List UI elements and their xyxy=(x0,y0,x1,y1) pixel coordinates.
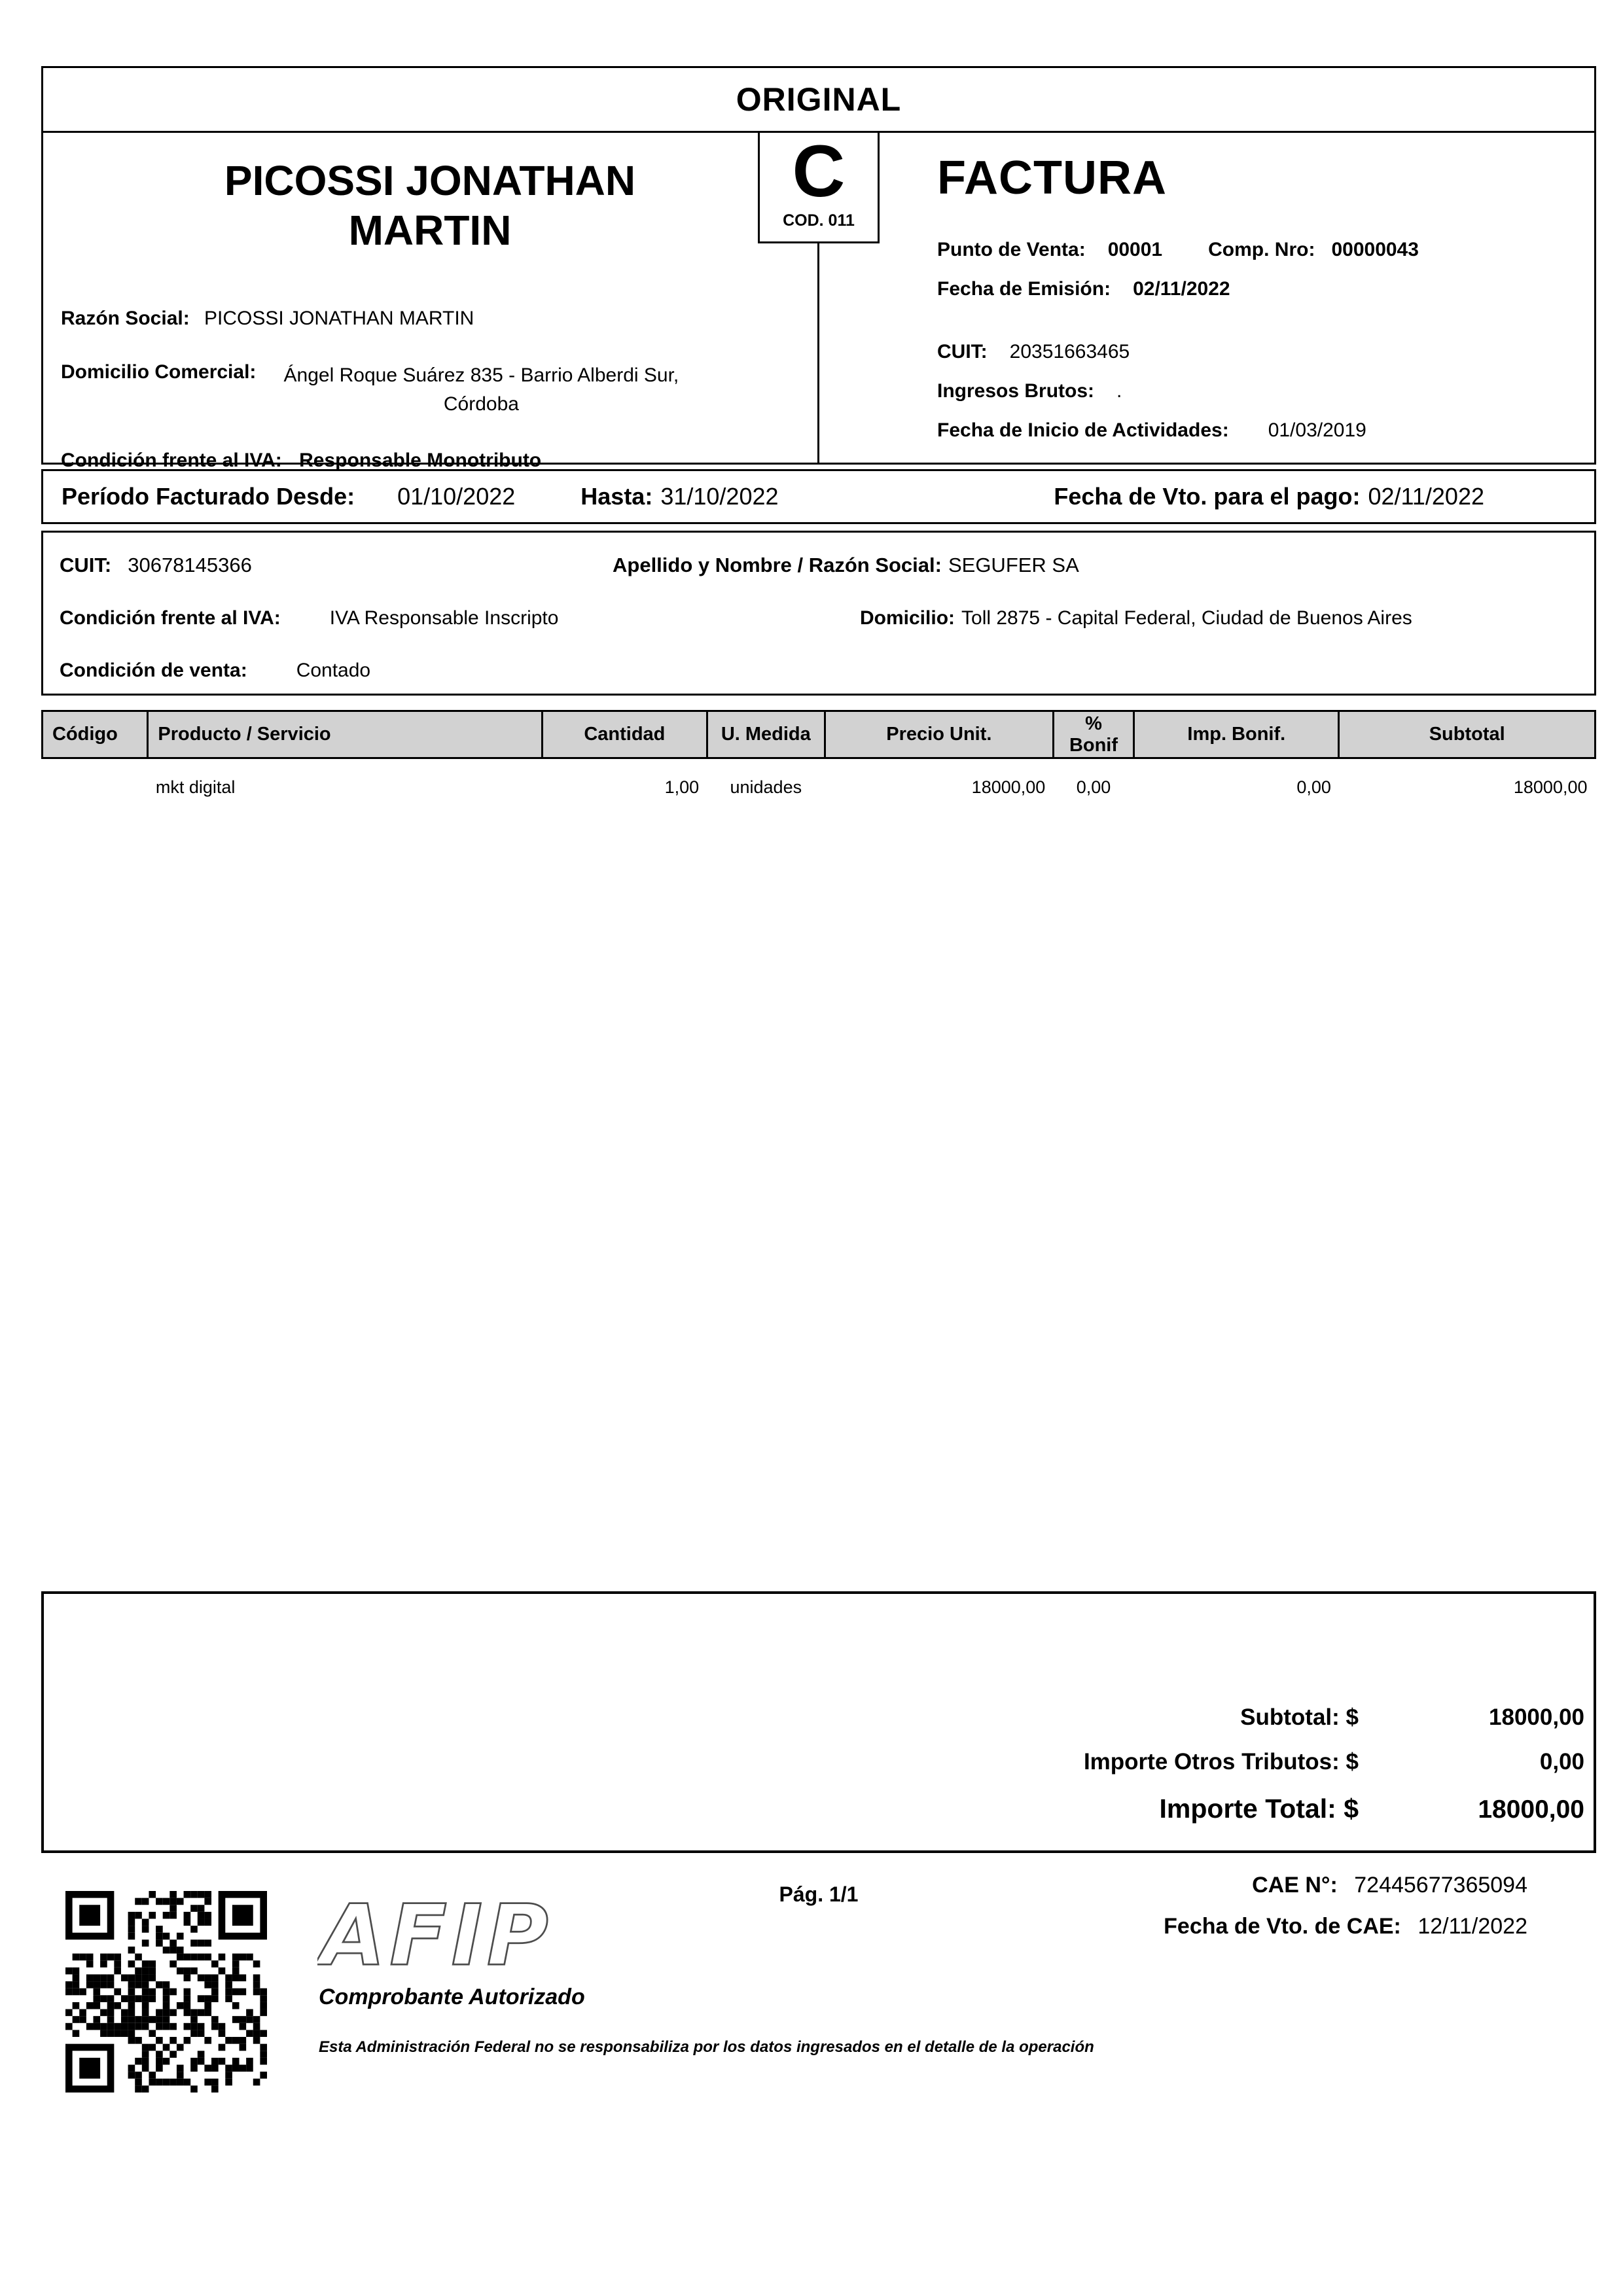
domicilio-comercial-label: Domicilio Comercial: xyxy=(61,361,257,383)
inicio-actividades-label: Fecha de Inicio de Actividades: xyxy=(937,419,1229,441)
cae-vto-row xyxy=(1164,1914,1527,1939)
totals-panel xyxy=(41,1591,1596,1853)
invoice-title: FACTURA xyxy=(937,152,1167,204)
condicion-iva-label: Condición frente al IVA: xyxy=(61,450,282,472)
cell-cantidad: 1,00 xyxy=(664,777,700,797)
fecha-emision-value: 02/11/2022 xyxy=(1133,278,1230,300)
client-nombre-label: Apellido y Nombre / Razón Social: xyxy=(613,554,942,576)
importe-total-row xyxy=(44,1793,1584,1824)
invoice-header xyxy=(41,130,1596,472)
client-condicion-venta-row xyxy=(60,660,1578,682)
client-cuit-group xyxy=(60,554,613,577)
subtotal-label: Subtotal: $ xyxy=(1240,1704,1359,1730)
client-panel xyxy=(41,531,1596,696)
cae-label: CAE N°: xyxy=(1252,1873,1338,1898)
emitter-panel xyxy=(43,133,819,472)
cae-value: 72445677365094 xyxy=(1354,1873,1527,1898)
cell-imp-bonif: 0,00 xyxy=(1296,777,1331,797)
cell-bonif: 0,00 xyxy=(1076,777,1111,797)
client-domicilio-value: Toll 2875 - Capital Federal, Ciudad de Buenos Aires xyxy=(961,607,1412,629)
condicion-venta-label: Condición de venta: xyxy=(60,660,247,681)
afip-logo xyxy=(317,1899,560,1972)
table-row xyxy=(43,758,1596,802)
inicio-actividades-row xyxy=(937,419,1581,442)
ingresos-brutos-label: Ingresos Brutos: xyxy=(937,380,1095,402)
column-header-cantidad: Cantidad xyxy=(543,711,707,758)
column-header-subtotal: Subtotal xyxy=(1339,711,1596,758)
client-iva-row xyxy=(60,607,1578,629)
razon-social-value: PICOSSI JONATHAN MARTIN xyxy=(204,308,474,330)
invoice-type-code: COD. 011 xyxy=(783,211,855,230)
emitter-domicilio-row xyxy=(61,361,799,418)
items-table xyxy=(41,710,1596,802)
periodo-hasta-value: 31/10/2022 xyxy=(660,483,779,510)
periodo-hasta-label: Hasta: xyxy=(580,483,653,510)
client-iva-group xyxy=(60,607,860,629)
vto-pago-value: 02/11/2022 xyxy=(1368,483,1484,510)
emitter-condicion-iva-row xyxy=(61,450,799,472)
column-header-umedida: U. Medida xyxy=(707,711,825,758)
fecha-emision-label: Fecha de Emisión: xyxy=(937,278,1111,300)
importe-total-label: Importe Total: $ xyxy=(1159,1793,1359,1824)
cell-producto: mkt digital xyxy=(155,777,236,797)
cae-vto-label: Fecha de Vto. de CAE: xyxy=(1164,1914,1401,1939)
cae-vto-value: 12/11/2022 xyxy=(1418,1914,1527,1939)
fecha-emision-row xyxy=(937,278,1581,300)
invoice-type-letter: C xyxy=(792,130,846,212)
comp-nro-label: Comp. Nro: xyxy=(1208,239,1315,260)
subtotal-row xyxy=(44,1704,1584,1731)
invoice-type-box xyxy=(758,131,880,243)
emitter-razon-social-row xyxy=(61,308,799,330)
column-header-precio-unit: Precio Unit. xyxy=(825,711,1053,758)
header-divider xyxy=(817,241,819,463)
cell-codigo xyxy=(43,758,148,802)
billing-period-bar xyxy=(41,469,1596,524)
importe-total-value: 18000,00 xyxy=(1478,1795,1584,1824)
cell-umedida: unidades xyxy=(730,777,802,797)
condicion-iva-value: Responsable Monotributo xyxy=(299,450,542,472)
comp-nro-value: 00000043 xyxy=(1331,239,1419,260)
punto-venta-value: 00001 xyxy=(1107,239,1163,260)
emitter-cuit-row xyxy=(937,341,1581,363)
otros-tributos-row xyxy=(44,1749,1584,1775)
otros-tributos-label: Importe Otros Tributos: $ xyxy=(1083,1749,1359,1775)
afip-disclaimer: Esta Administración Federal no se responsabiliza por los datos ingresados en el detalle de la operación xyxy=(319,2038,1094,2056)
emitter-name: PICOSSI JONATHAN MARTIN xyxy=(224,157,636,254)
client-nombre-value: SEGUFER SA xyxy=(948,554,1079,576)
invoice-info-panel xyxy=(819,133,1594,463)
items-table-header-row xyxy=(43,711,1596,758)
page-number: Pág. 1/1 xyxy=(779,1882,859,1906)
column-header-producto: Producto / Servicio xyxy=(148,711,543,758)
punto-venta-label: Punto de Venta: xyxy=(937,239,1086,260)
copy-type-label: ORIGINAL xyxy=(736,81,902,118)
cell-subtotal: 18000,00 xyxy=(1513,777,1588,797)
periodo-desde-label: Período Facturado Desde: xyxy=(62,483,355,510)
ingresos-brutos-value: . xyxy=(1116,380,1122,402)
cell-precio-unit: 18000,00 xyxy=(971,777,1046,797)
afip-logo-text: AFIP xyxy=(320,1899,553,1970)
emitter-cuit-label: CUIT: xyxy=(937,341,988,362)
column-header-codigo: Código xyxy=(43,711,148,758)
emitter-cuit-value: 20351663465 xyxy=(1009,341,1130,362)
vto-pago-group xyxy=(1054,483,1484,510)
punto-venta-row xyxy=(937,239,1581,261)
copy-type-bar xyxy=(41,66,1596,133)
otros-tributos-value: 0,00 xyxy=(1539,1749,1584,1775)
column-header-imp-bonif: Imp. Bonif. xyxy=(1134,711,1339,758)
client-cuit-row xyxy=(60,554,1578,577)
razon-social-label: Razón Social: xyxy=(61,308,190,330)
ingresos-brutos-row xyxy=(937,380,1581,402)
subtotal-value: 18000,00 xyxy=(1489,1704,1584,1730)
inicio-actividades-value: 01/03/2019 xyxy=(1268,419,1366,441)
periodo-desde-value: 01/10/2022 xyxy=(397,483,516,510)
condicion-venta-value: Contado xyxy=(296,660,371,681)
column-header-bonif: % Bonif xyxy=(1053,711,1133,758)
items-table-section xyxy=(41,710,1596,802)
qr-code xyxy=(65,1891,267,2093)
client-cuit-label: CUIT: xyxy=(60,554,112,576)
client-condicion-iva-label: Condición frente al IVA: xyxy=(60,607,281,629)
client-domicilio-label: Domicilio: xyxy=(860,607,955,629)
comprobante-autorizado-label: Comprobante Autorizado xyxy=(319,1985,585,2009)
cae-number-row xyxy=(1252,1873,1527,1898)
domicilio-comercial-value: Ángel Roque Suárez 835 - Barrio Alberdi Sur, Córdoba xyxy=(283,364,679,415)
vto-pago-label: Fecha de Vto. para el pago: xyxy=(1054,483,1361,510)
client-cuit-value: 30678145366 xyxy=(128,554,252,576)
client-condicion-iva-value: IVA Responsable Inscripto xyxy=(329,607,559,629)
